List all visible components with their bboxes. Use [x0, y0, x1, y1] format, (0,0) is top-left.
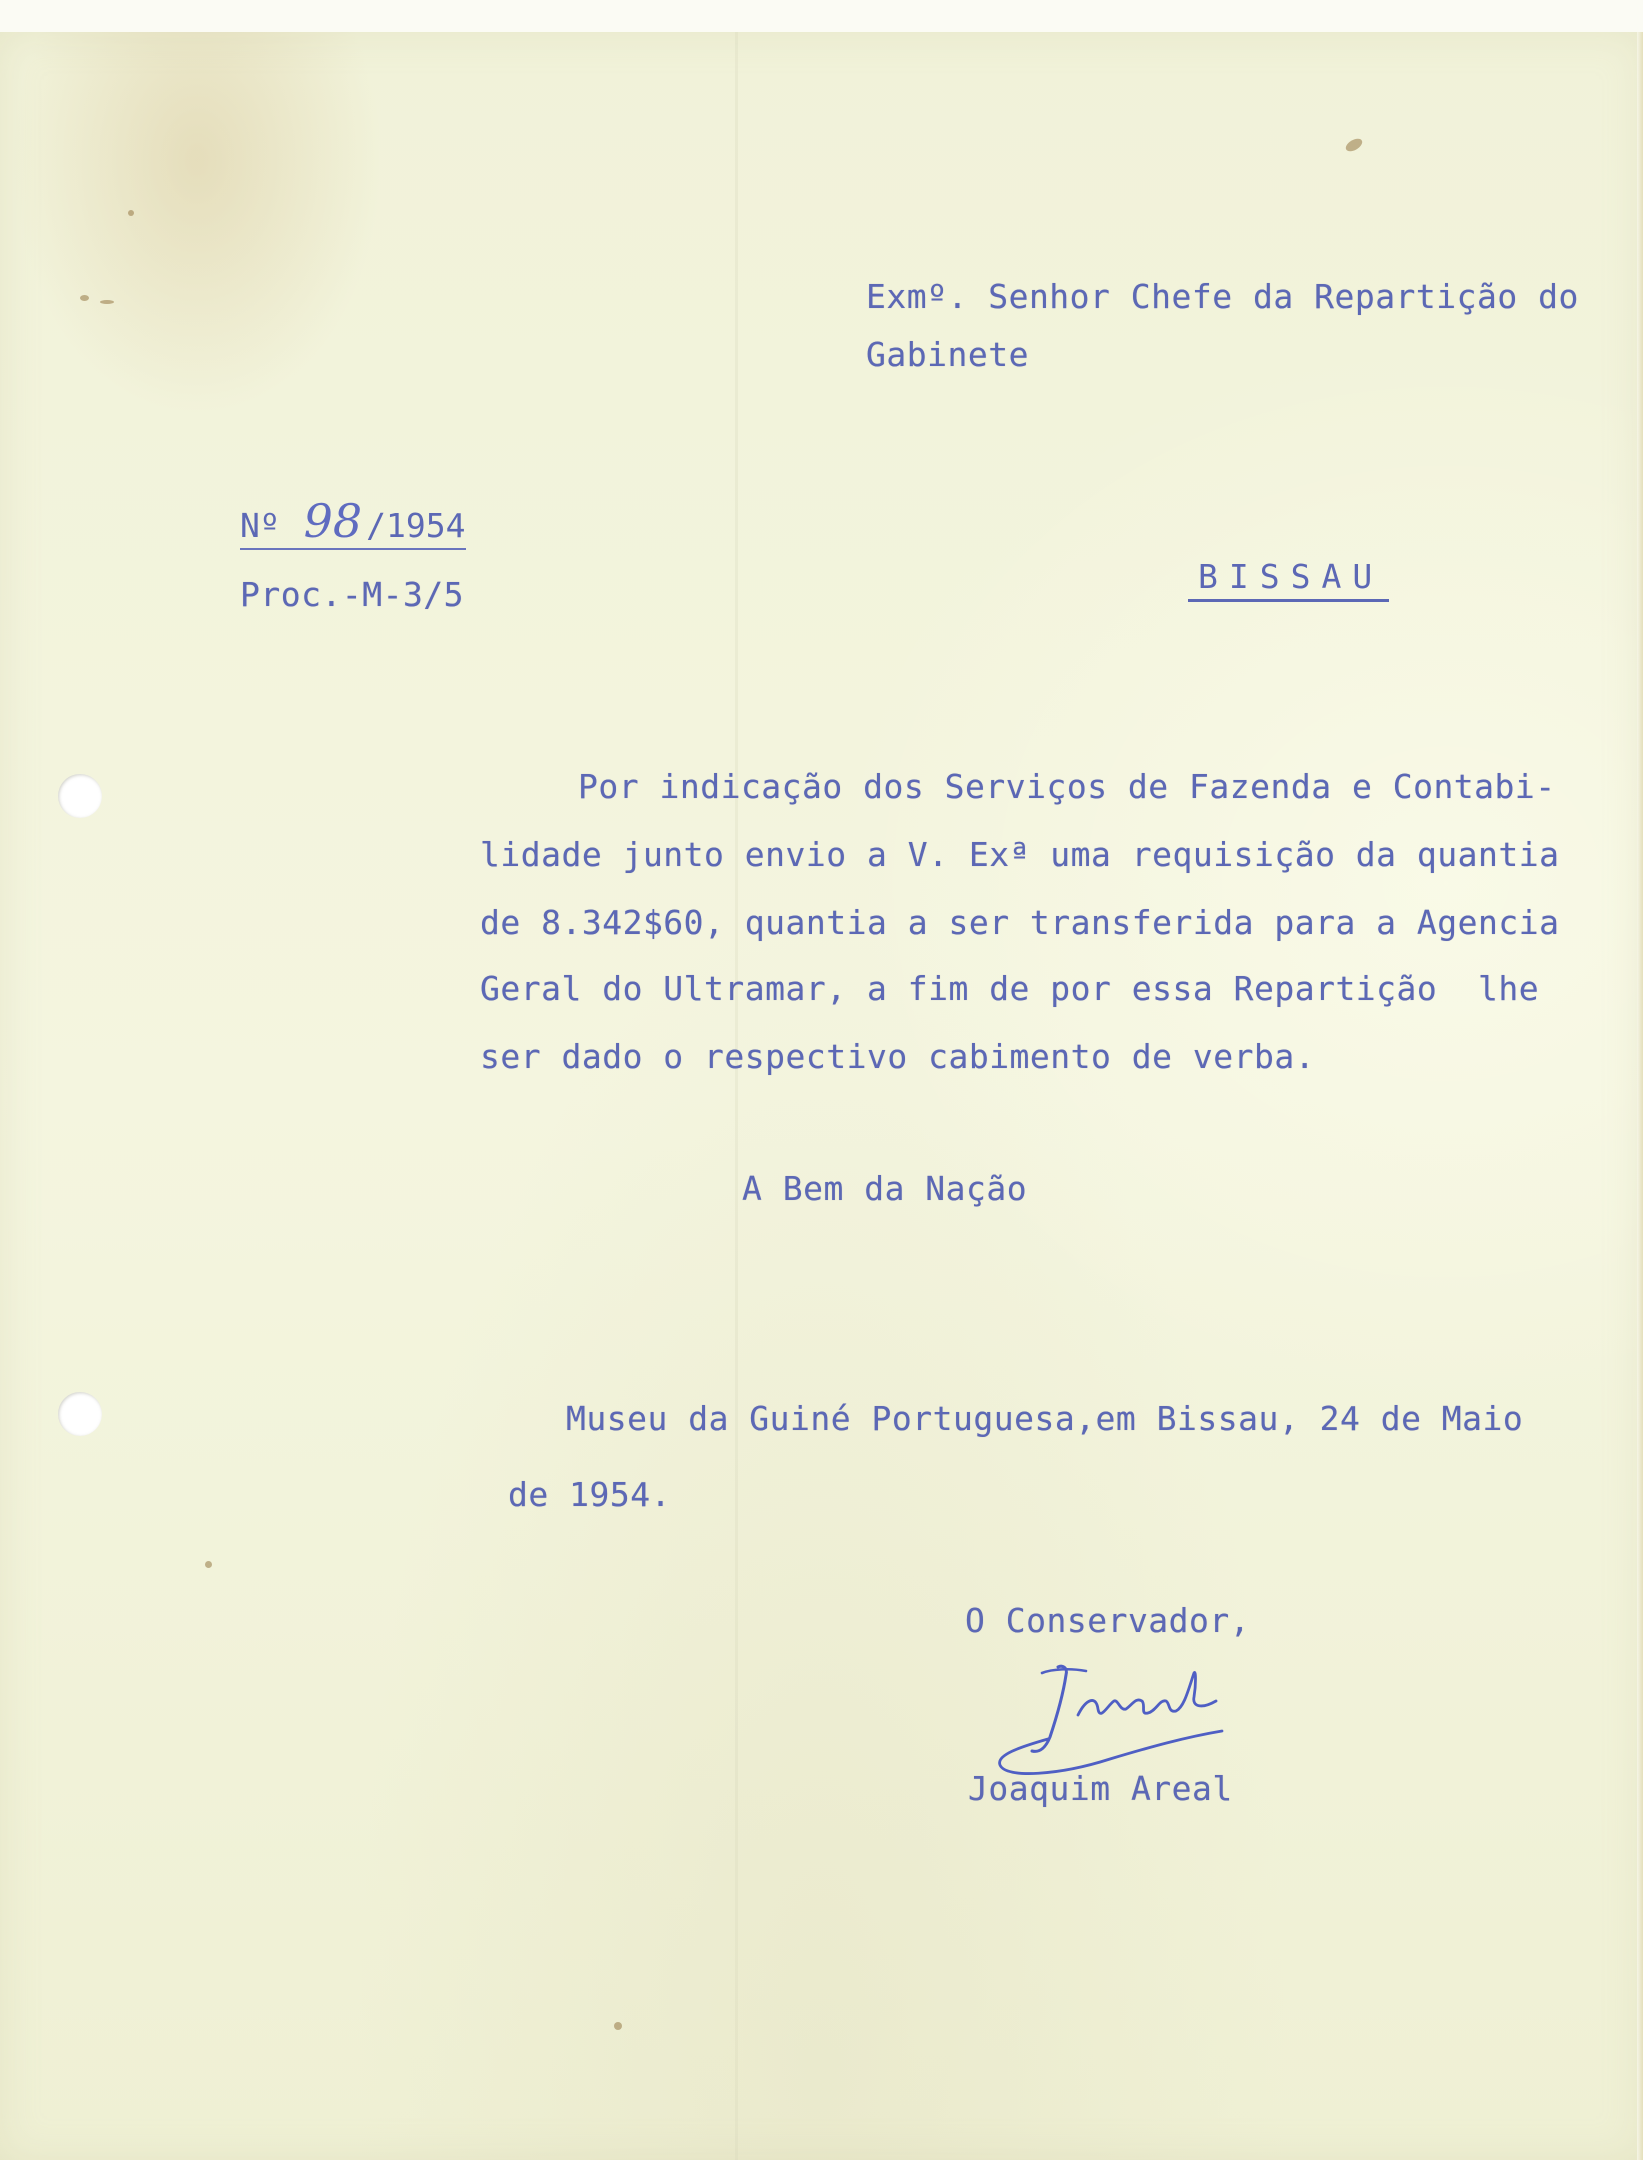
stain-speck — [80, 295, 89, 301]
addressee-line-1: Exmº. Senhor Chefe da Repartição do — [866, 277, 1579, 316]
reference-number-year: /1954 — [366, 506, 466, 545]
city-heading: BISSAU — [1188, 560, 1389, 602]
punch-hole-top — [58, 774, 102, 818]
paper-fold — [735, 32, 738, 2160]
signatory-title: O Conservador, — [965, 1601, 1251, 1640]
signatory-name: Joaquim Areal — [968, 1769, 1233, 1808]
place-date-line-2: de 1954. — [508, 1475, 671, 1514]
reference-number — [240, 494, 466, 550]
process-reference: Proc.-M-3/5 — [240, 575, 465, 614]
body-line-4: Geral do Ultramar, a fim de por essa Repartição lhe — [480, 969, 1540, 1008]
paper-edge — [1637, 32, 1643, 2160]
body-line-5: ser dado o respectivo cabimento de verba. — [480, 1037, 1316, 1076]
body-line-1: Por indicação dos Serviços de Fazenda e Contabi- — [578, 767, 1556, 806]
stain-speck — [614, 2022, 622, 2030]
reference-number-prefix: Nº — [240, 506, 280, 545]
reference-number-handwritten: 98 — [303, 494, 363, 548]
stain-speck — [100, 300, 114, 304]
salutation: A Bem da Nação — [742, 1169, 1028, 1208]
stain-speck — [205, 1561, 212, 1568]
body-line-2: lidade junto envio a V. Exª uma requisição da quantia — [480, 835, 1560, 874]
place-date-line-1: Museu da Guiné Portuguesa,em Bissau, 24 de Maio — [566, 1399, 1524, 1438]
stain-speck — [128, 210, 134, 216]
addressee-line-2: Gabinete — [866, 335, 1029, 374]
body-line-3: de 8.342$60, quantia a ser transferida para a Agencia — [480, 903, 1560, 942]
paper-sheet — [0, 32, 1643, 2160]
punch-hole-bottom — [58, 1392, 102, 1436]
